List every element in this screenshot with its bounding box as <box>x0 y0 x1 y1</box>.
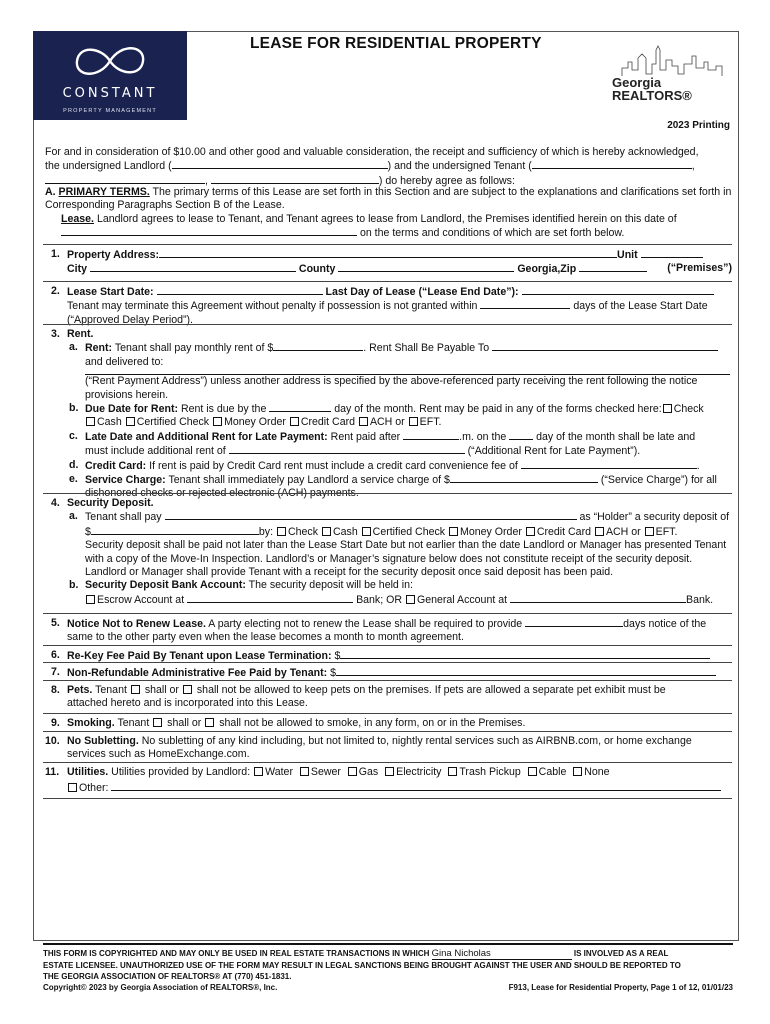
section-4-security-deposit <box>43 493 732 607</box>
brand-name: CONSTANT <box>62 86 158 101</box>
deposit-a-label: a. <box>69 510 78 523</box>
georgia-realtors-text: Georgia REALTORS® <box>612 75 692 104</box>
georgia-zip-label: Georgia,Zip <box>517 263 577 276</box>
rent-heading: Rent. <box>67 328 94 340</box>
rent-address-text: (“Rent Payment Address”) unless another address is specified by the above-referenced party receiving the rent following the notice provisions herein. <box>85 375 698 401</box>
due-date-label: Due Date for Rent: <box>85 403 178 416</box>
intro-paragraph: For and in consideration of $10.00 and other good and valuable consideration, the receipt and sufficiency of which is hereby acknowledged, the undersigned Landlord ( ) and the undersigned Tenant ( , , ) do hereby agree as follows: <box>45 146 699 187</box>
pay-money-order-label: Money Order <box>224 416 286 429</box>
section-2-lease-dates <box>43 281 732 327</box>
premises-label: (“Premises”) <box>667 262 732 275</box>
late-day-field[interactable] <box>509 430 533 440</box>
credit-card-label: Credit Card: <box>85 459 147 472</box>
dep-ach-checkbox[interactable] <box>595 527 604 536</box>
deposit-b-label: b. <box>69 579 79 592</box>
dep-check-checkbox[interactable] <box>277 527 286 536</box>
late-text-4: must include additional rent of <box>85 445 226 458</box>
admin-fee-label: Non-Refundable Administrative Fee Paid by Tenant: <box>67 667 328 679</box>
pay-credit-label: Credit Card <box>300 416 356 429</box>
lease-heading: Lease. <box>61 212 94 225</box>
rent-b-label: b. <box>69 402 79 415</box>
escrow-label: Escrow Account at <box>97 593 185 606</box>
cable-label: Cable <box>538 766 567 778</box>
service-charge-text: Tenant shall immediately pay Landlord a service charge of $ <box>168 474 450 487</box>
dep-eft-label: EFT. <box>655 525 678 538</box>
service-charge-field[interactable] <box>450 473 598 483</box>
section-5-notice <box>43 613 732 645</box>
dep-cash-label: Cash <box>332 525 358 538</box>
section-9-num: 9. <box>51 717 60 729</box>
delivered-to-text: and delivered to: <box>85 355 164 368</box>
service-charge-text-3: dishonored checks or rejected electronic (ACH) payments. <box>85 487 359 500</box>
section-8-pets <box>43 680 732 711</box>
due-date-text: Rent is due by the <box>180 403 267 416</box>
section-4-num: 4. <box>51 497 60 509</box>
late-date-label: Late Date and Additional Rent for Late Payment: <box>85 430 328 443</box>
other-utility-field[interactable] <box>111 781 721 791</box>
holder-field[interactable] <box>165 510 577 520</box>
approved-delay-text: (“Approved Delay Period”). <box>67 313 193 326</box>
possession-text-2: days of the Lease Start Date <box>573 300 708 313</box>
section-10-subletting <box>43 731 732 762</box>
copyright: Copyright© 2023 by Georgia Association of REALTORS®, Inc. <box>43 983 278 992</box>
constant-logo <box>33 31 187 120</box>
bank-account-label: Security Deposit Bank Account: <box>85 579 246 592</box>
other-utility-label: Other: <box>79 782 109 795</box>
admin-fee-field[interactable] <box>336 666 716 676</box>
pets-not-allowed-checkbox[interactable] <box>183 685 192 694</box>
georgia-realtors-logo <box>612 40 736 102</box>
electricity-label: Electricity <box>396 766 442 778</box>
smoking-tenant: Tenant <box>117 717 150 729</box>
escrow-bank-field[interactable] <box>187 593 353 603</box>
notice-label: Notice Not to Renew Lease. <box>67 618 206 630</box>
smoking-text: shall not be allowed to smoke, in any form, on or in the Premises. <box>219 717 526 729</box>
pay-eft-label: EFT. <box>419 416 442 429</box>
subletting-text-2: services such as HomeExchange.com. <box>67 748 250 761</box>
rent-e-label: e. <box>69 473 78 486</box>
dep-credit-label: Credit Card <box>536 525 591 538</box>
bank-label: Bank. <box>686 593 714 606</box>
deposit-by: by: <box>258 525 274 538</box>
deposit-terms-text: Security deposit shall be paid not later than the Lease Start Date but not earlier than the date Landlord or Manager has presented Tenant with a copy of the Move-In Inspection. Landlord’s or Manager’s signature below does not constitute receipt of the security deposit. Landlord or Manager shall provide Tenant with a receipt for the security deposit once said deposit has been paid. <box>85 539 727 579</box>
bank-or-label: Bank; OR <box>356 593 402 606</box>
electricity-checkbox[interactable] <box>385 767 394 776</box>
pay-cash-label: Cash <box>97 416 122 429</box>
footer-line-1b: IS INVOLVED AS A REAL <box>573 949 669 958</box>
rekey-label: Re-Key Fee Paid By Tenant upon Lease Termination: <box>67 650 332 662</box>
lease-start-label: Lease Start Date: <box>67 286 154 298</box>
licensee-name: Gina Nicholas <box>432 948 572 960</box>
section-3-num: 3. <box>51 328 60 340</box>
city-field[interactable] <box>90 262 296 272</box>
subletting-label: No Subletting. <box>67 735 139 747</box>
lease-start-field[interactable] <box>157 285 323 295</box>
water-label: Water <box>265 766 293 778</box>
pets-label: Pets. <box>67 684 93 696</box>
section-3-rent: 3. Rent. a. Rent: Tenant shall pay monthly rent of $ . Rent Shall Be Payable To and delivered to: (“Rent Payment Address”) unless another address is specified by the above-referenced party receiving the rent following the notice provisions herein. b. Due Date for Rent: Rent is due by the day of the month. Rent may be paid in any of the forms checked here: Check Cash Certified Check Money Order Credit Card ACH or EFT. c. Late Date and Additional Rent for Late Payment: Rent paid after .m. on the day of the month shall be late and must include additional rent of (“Additional Rent for Late Payment”). d. Credit Card: If rent is paid by Credit Card rent must include a credit card convenience fee of . e. Service Charge: Tenant shall immediately pay Landlord a service charge of $ (“Service Charge”) for all dishonored checks or rejected electronic (ACH) payments. <box>43 324 732 501</box>
service-charge-text-2: (“Service Charge”) for all <box>600 474 717 487</box>
pay-eft-checkbox[interactable] <box>409 417 418 426</box>
other-utility-checkbox[interactable] <box>68 783 77 792</box>
escrow-checkbox[interactable] <box>86 595 95 604</box>
rent-address-field[interactable] <box>85 365 730 375</box>
none-checkbox[interactable] <box>573 767 582 776</box>
section-divider <box>43 798 732 799</box>
tenant-name-field-3[interactable] <box>211 174 379 184</box>
rekey-fee-field[interactable] <box>340 649 710 659</box>
tenant-name-field[interactable] <box>532 159 692 169</box>
deposit-text: Tenant shall pay <box>85 511 162 524</box>
late-fee-field[interactable] <box>229 444 465 454</box>
trash-label: Trash Pickup <box>459 766 521 778</box>
convenience-fee-field[interactable] <box>521 459 697 469</box>
lease-text: Landlord agrees to lease to Tenant, and Tenant agrees to lease from Landlord, the Premises identified herein on this date of <box>96 212 677 225</box>
pay-check-label: Check <box>673 403 704 416</box>
pay-certified-label: Certified Check <box>136 416 210 429</box>
notice-text-3: same to the other party even when the lease becomes a month to month agreement. <box>67 631 464 644</box>
zip-field[interactable] <box>579 262 647 272</box>
rent-payable-field[interactable] <box>492 341 718 351</box>
section-8-num: 8. <box>51 684 60 696</box>
section-7-num: 7. <box>51 666 60 678</box>
late-text-3: day of the month shall be late and <box>536 430 696 443</box>
pay-ach-label: ACH or <box>369 416 405 429</box>
pets-text-2: attached hereto and is incorporated into this Lease. <box>67 697 308 710</box>
rent-a-label: a. <box>69 341 78 354</box>
due-day-field[interactable] <box>269 402 331 412</box>
sewer-label: Sewer <box>310 766 341 778</box>
pay-ach-checkbox[interactable] <box>359 417 368 426</box>
rent-text: Tenant shall pay monthly rent of $ <box>114 342 274 355</box>
pets-allowed-checkbox[interactable] <box>131 685 140 694</box>
intro-tenant-label: ) and the undersigned Tenant ( <box>387 160 532 173</box>
dep-eft-checkbox[interactable] <box>645 527 654 536</box>
property-address-field[interactable] <box>159 248 617 258</box>
none-label: None <box>584 766 610 778</box>
printing-year: 2023 Printing <box>667 120 730 131</box>
security-deposit-heading: Security Deposit. <box>67 497 154 509</box>
intro-agree-text: ) do hereby agree as follows: <box>378 174 515 187</box>
general-label: General Account at <box>416 593 508 606</box>
notice-days-field[interactable] <box>525 617 623 627</box>
dep-certified-checkbox[interactable] <box>362 527 371 536</box>
rent-label: Rent: <box>85 342 113 355</box>
footer-line-3: THE GEORGIA ASSOCIATION OF REALTORS® AT (770) 451-1831. <box>43 972 292 981</box>
deposit-dollar: $ <box>85 525 91 538</box>
pay-check-checkbox[interactable] <box>663 404 672 413</box>
brand-subtitle: PROPERTY MANAGEMENT <box>63 108 157 114</box>
late-text-5: (“Additional Rent for Late Payment”). <box>467 445 641 458</box>
subletting-text: No subletting of any kind including, but not limited to, nightly rental services such as AIRBNB.com, or home exchange <box>141 735 692 747</box>
monthly-rent-field[interactable] <box>273 341 363 351</box>
section-5-num: 5. <box>51 617 60 629</box>
dep-money-order-label: Money Order <box>460 525 522 538</box>
section-1-num: 1. <box>51 248 60 260</box>
pay-cash-checkbox[interactable] <box>86 417 95 426</box>
section-6-rekey <box>43 645 732 663</box>
footer <box>43 943 733 994</box>
section-9-smoking <box>43 713 732 730</box>
section-a-text: The primary terms of this Lease are set forth in this Section and are subject to the explanations and clarifications set forth in Corresponding Paragraphs Section B of the Lease. <box>45 186 732 212</box>
tenant-name-field-2[interactable] <box>45 174 205 184</box>
footer-line-2: ESTATE LICENSEE. UNAUTHORIZED USE OF THE FORM MAY RESULT IN LEGAL SANCTIONS BEING BROUGHT AGAINST THE USER AND SHOULD BE REPORTED TO <box>43 961 681 970</box>
section-11-utilities <box>43 762 732 796</box>
service-charge-label: Service Charge: <box>85 474 166 487</box>
pay-money-order-checkbox[interactable] <box>213 417 222 426</box>
late-time-field[interactable] <box>403 430 459 440</box>
city-label: City <box>67 263 88 276</box>
smoking-label: Smoking. <box>67 717 115 729</box>
section-a-heading: PRIMARY TERMS. <box>58 186 150 198</box>
holder-text: as “Holder” a security deposit of <box>579 511 730 524</box>
smoking-allowed-checkbox[interactable] <box>153 718 162 727</box>
cable-checkbox[interactable] <box>528 767 537 776</box>
form-id: F913, Lease for Residential Property, Page 1 of 12, 01/01/23 <box>508 983 733 992</box>
general-bank-field[interactable] <box>510 593 686 603</box>
section-6-num: 6. <box>51 649 60 661</box>
lease-end-text: on the terms and conditions of which are set forth below. <box>359 227 625 240</box>
dep-certified-label: Certified Check <box>372 525 446 538</box>
unit-field[interactable] <box>641 248 703 258</box>
section-10-num: 10. <box>45 735 60 747</box>
section-7-admin-fee <box>43 662 732 680</box>
dep-cash-checkbox[interactable] <box>322 527 331 536</box>
deposit-amount-field[interactable] <box>91 525 259 535</box>
property-address-label: Property Address: <box>67 249 160 261</box>
bank-account-text: The security deposit will be held in: <box>248 579 413 592</box>
infinity-logo-icon <box>71 39 149 83</box>
gas-checkbox[interactable] <box>348 767 357 776</box>
pets-text: shall not be allowed to keep pets on the premises. If pets are allowed a separate pet exhibit must be <box>196 684 666 696</box>
rent-payable-text: . Rent Shall Be Payable To <box>363 342 490 355</box>
possession-text: Tenant may terminate this Agreement without penalty if possession is not granted within <box>67 300 478 313</box>
trash-checkbox[interactable] <box>448 767 457 776</box>
notice-text: A party electing not to renew the Lease shall be required to provide <box>208 618 523 630</box>
gas-label: Gas <box>358 766 379 778</box>
rent-d-label: d. <box>69 458 79 471</box>
skyline-icon <box>612 40 736 76</box>
water-checkbox[interactable] <box>254 767 263 776</box>
dep-money-order-checkbox[interactable] <box>449 527 458 536</box>
landlord-name-field[interactable] <box>172 159 388 169</box>
pay-certified-checkbox[interactable] <box>126 417 135 426</box>
utilities-label: Utilities. <box>67 766 109 778</box>
section-a-label: A. <box>45 186 56 198</box>
dep-credit-checkbox[interactable] <box>526 527 535 536</box>
lease-end-field[interactable] <box>522 285 714 295</box>
notice-text-2: days notice of the <box>623 618 707 630</box>
section-a <box>45 186 732 241</box>
credit-card-text: If rent is paid by Credit Card rent must include a credit card convenience fee of <box>149 459 518 472</box>
general-checkbox[interactable] <box>406 595 415 604</box>
section-1-property <box>43 244 732 277</box>
pets-tenant: Tenant <box>95 684 127 696</box>
unit-label: Unit <box>617 249 638 261</box>
late-text: Rent paid after <box>330 430 401 443</box>
smoking-shall-or: shall or <box>167 717 202 729</box>
intro-landlord-label: the undersigned Landlord ( <box>45 160 172 173</box>
document-title: LEASE FOR RESIDENTIAL PROPERTY <box>250 35 542 52</box>
late-text-2: .m. on the <box>459 430 507 443</box>
dep-check-label: Check <box>288 525 319 538</box>
due-date-text-2: day of the month. Rent may be paid in any of the forms checked here: <box>334 403 662 416</box>
admin-fee-dollar: $ <box>330 667 337 679</box>
lease-date-field[interactable] <box>61 226 357 236</box>
pay-credit-checkbox[interactable] <box>290 417 299 426</box>
lease-end-label: Last Day of Lease (“Lease End Date”): <box>325 286 519 298</box>
county-label: County <box>298 263 336 276</box>
section-2-num: 2. <box>51 285 60 297</box>
section-11-num: 11. <box>45 766 60 778</box>
county-field[interactable] <box>338 262 514 272</box>
sewer-checkbox[interactable] <box>300 767 309 776</box>
dep-ach-label: ACH or <box>605 525 641 538</box>
utilities-text: Utilities provided by Landlord: <box>111 766 251 778</box>
pets-shall-or: shall or <box>144 684 179 696</box>
smoking-not-allowed-checkbox[interactable] <box>205 718 214 727</box>
rent-c-label: c. <box>69 429 78 442</box>
intro-line-1: For and in consideration of $10.00 and other good and valuable consideration, the receipt and sufficiency of which is hereby acknowledged, <box>45 146 699 158</box>
delay-days-field[interactable] <box>480 299 570 309</box>
footer-line-1a: THIS FORM IS COPYRIGHTED AND MAY ONLY BE USED IN REAL ESTATE TRANSACTIONS IN WHICH <box>43 949 430 958</box>
rekey-dollar: $ <box>334 650 341 662</box>
